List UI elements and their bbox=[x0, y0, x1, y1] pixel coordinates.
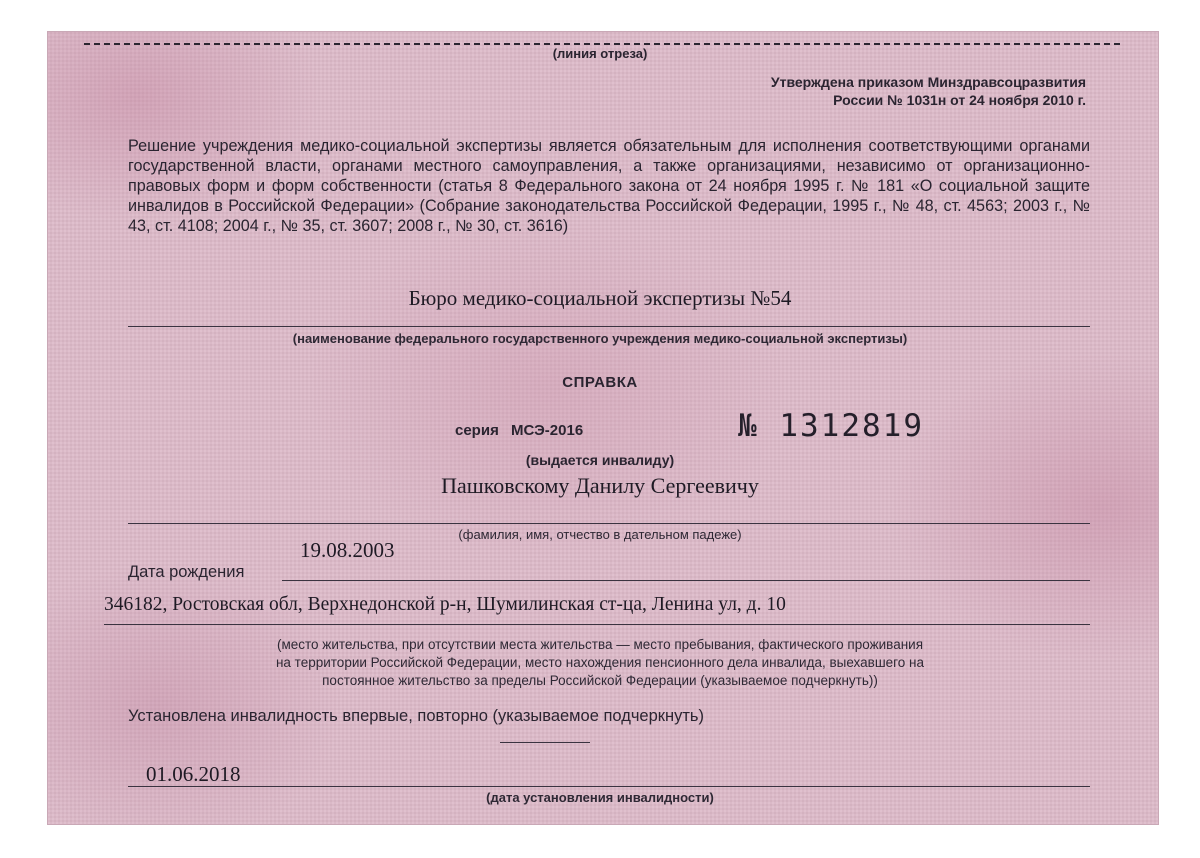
series-value: МСЭ-2016 bbox=[511, 422, 584, 439]
certificate-title: СПРАВКА bbox=[562, 374, 638, 391]
certificate-series bbox=[455, 422, 583, 439]
disability-date-underline bbox=[128, 786, 1090, 787]
birth-date-value: 19.08.2003 bbox=[300, 538, 395, 562]
address-caption bbox=[0, 636, 1200, 690]
institution-caption: (наименование федерального государственного учреждения медико-социальной экспертизы) bbox=[292, 331, 908, 346]
address-caption-line-2: на территории Российской Федерации, место нахождения пенсионного дела инвалида, выехавшего на bbox=[275, 655, 925, 670]
legal-paragraph: Решение учреждения медико-социальной экспертизы является обязательным для исполнения соответствующими органами государственной власти, органами местного самоуправления, а также организациями, независимо от организационно-правовых форм и форм собственности (статья 8 Федерального закона от 24 ноября 1995 г. № 181 «О социальной защите инвалидов в Российской Федерации» (Собрание законодательства Российской Федерации, 1995 г., № 48, ст. 4563; 2003 г., № 43, ст. 4108; 2004 г., № 35, ст. 3607; 2008 г., № 30, ст. 3616) bbox=[128, 137, 1090, 235]
disability-established-label: Установлена инвалидность впервые, повторно (указываемое подчеркнуть) bbox=[128, 707, 705, 725]
issued-to-caption: (выдается инвалиду) bbox=[525, 452, 675, 468]
approval-line-2: России № 1031н от 24 ноября 2010 г. bbox=[833, 92, 1086, 108]
address-caption-line-3: постоянное жительство за пределы Российской Федерации (указываемое подчеркнуть)) bbox=[322, 673, 878, 688]
birth-date-label: Дата рождения bbox=[128, 563, 245, 581]
short-underline bbox=[500, 742, 590, 743]
cut-line bbox=[84, 43, 1120, 45]
name-underline bbox=[128, 523, 1090, 524]
address-value: 346182, Ростовская обл, Верхнедонской р-н, Шумилинская ст-ца, Ленина ул, д. 10 bbox=[104, 594, 786, 615]
person-name: Пашковскому Данилу Сергеевичу bbox=[441, 473, 759, 498]
institution-underline bbox=[128, 326, 1090, 327]
name-caption: (фамилия, имя, отчество в дательном падеже) bbox=[458, 527, 742, 542]
disability-date-value: 01.06.2018 bbox=[146, 762, 241, 786]
certificate-number bbox=[738, 408, 924, 444]
number-sign: № bbox=[738, 408, 759, 444]
approval-note bbox=[771, 73, 1086, 109]
address-caption-line-1: (место жительства, при отсутствии места жительства — место пребывания, фактического проживания bbox=[276, 637, 924, 652]
address-underline bbox=[104, 624, 1090, 625]
approval-line-1: Утверждена приказом Минздравсоцразвития bbox=[770, 74, 1086, 90]
disability-date-caption: (дата установления инвалидности) bbox=[486, 790, 714, 805]
cut-line-label: (линия отреза) bbox=[552, 46, 648, 61]
institution-name: Бюро медико-социальной экспертизы №54 bbox=[408, 286, 792, 310]
number-value: 1312819 bbox=[779, 408, 924, 444]
birth-date-underline bbox=[282, 580, 1090, 581]
series-label: серия bbox=[455, 422, 499, 439]
